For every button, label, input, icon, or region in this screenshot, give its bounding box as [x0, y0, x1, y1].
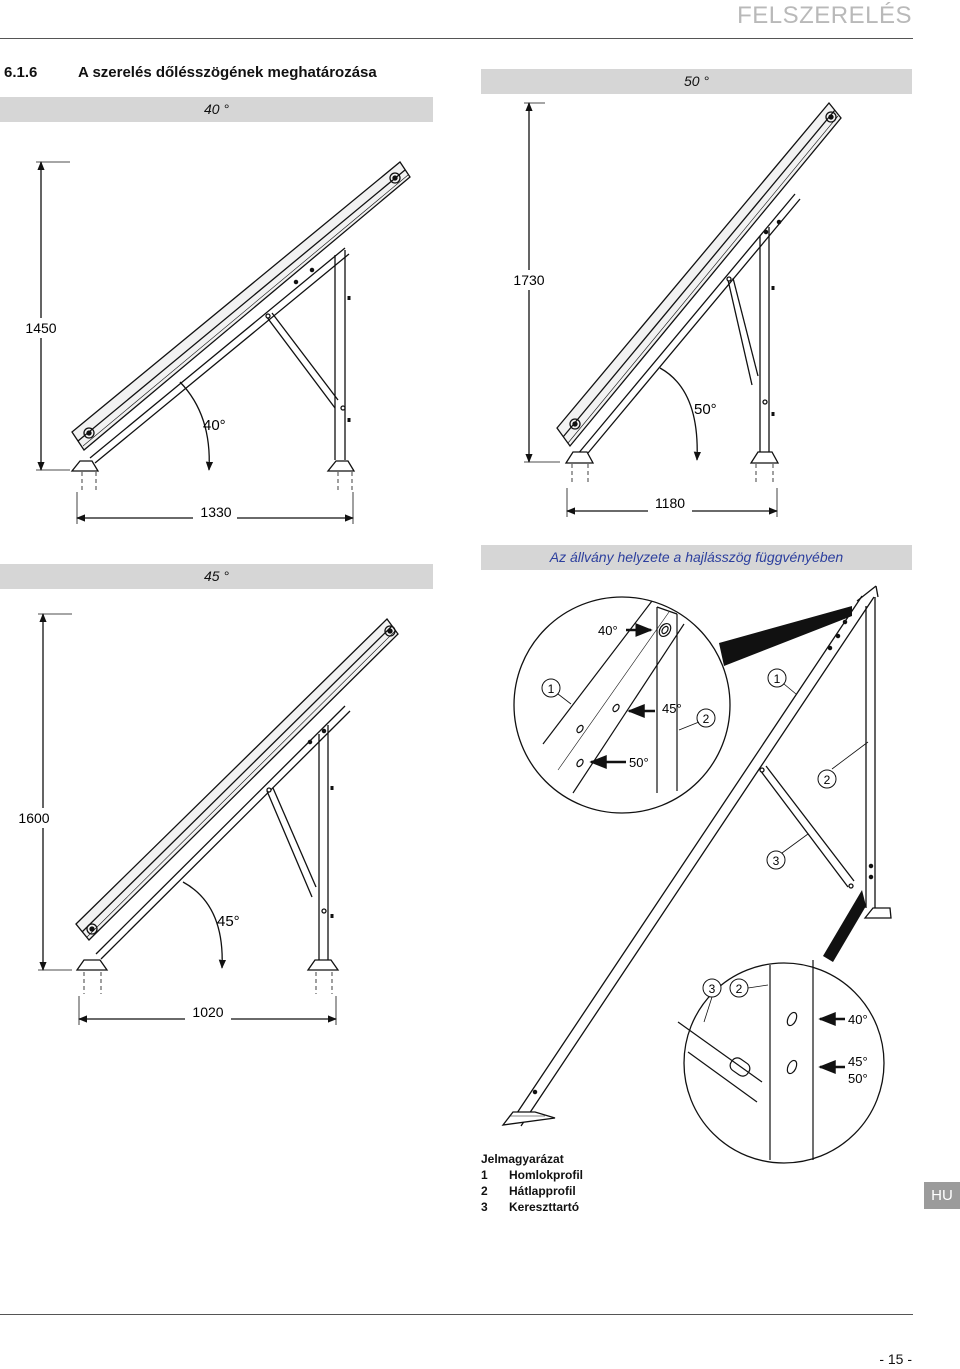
angle-label-40: 40°: [203, 417, 226, 434]
legend-item: [481, 1167, 583, 1183]
detail-circle-top: [514, 597, 730, 813]
frame-callout-3: 3: [772, 854, 780, 868]
detail-top-callout-2: 2: [702, 712, 710, 726]
section-header-word: FELSZERELÉS: [737, 2, 912, 29]
base-label-40: 1330: [200, 504, 232, 520]
section-title: A szerelés dőlésszögének meghatározása: [78, 64, 377, 81]
detail-top-angle-50: 50°: [629, 755, 649, 770]
legend-item-number: 2: [481, 1184, 488, 1198]
legend-item-number: 1: [481, 1168, 488, 1182]
legend: [481, 1152, 583, 1215]
detail-bottom-callout-3: 3: [708, 982, 716, 996]
frame-45-drawing: [38, 614, 398, 1025]
legend-title: Jelmagyarázat: [481, 1152, 564, 1166]
band-45-degrees: 45 °: [0, 564, 433, 589]
detail-bottom-angle-45: 45°: [848, 1054, 868, 1069]
page-number: - 15 -: [879, 1351, 912, 1367]
detail-leader-top: [719, 606, 852, 666]
angle-label-50: 50°: [694, 401, 717, 418]
legend-item: [481, 1183, 583, 1199]
frame-40-drawing: [36, 162, 410, 524]
legend-item-label: Kereszttartó: [509, 1200, 580, 1214]
detail-bottom-callout-2: 2: [735, 982, 743, 996]
footer-divider: [0, 1314, 913, 1315]
detail-bottom-angle-50: 50°: [848, 1071, 868, 1086]
frame-callout-2: 2: [823, 773, 831, 787]
detail-circle-bottom: [678, 960, 884, 1163]
angle-label-45: 45°: [217, 913, 240, 930]
detail-bottom-angle-40: 40°: [848, 1012, 868, 1027]
detail-leader-bottom: [823, 890, 866, 962]
detail-top-angle-45: 45°: [662, 701, 682, 716]
legend-item-label: Hátlapprofil: [509, 1184, 576, 1198]
detail-top-callout-1: 1: [547, 682, 555, 696]
frame-50-drawing: [524, 103, 841, 517]
frame-callout-1: 1: [773, 672, 781, 686]
legend-item-number: 3: [481, 1200, 488, 1214]
legend-item-label: Homlokprofil: [509, 1168, 583, 1182]
height-label-45: 1600: [18, 810, 50, 826]
base-label-50: 1180: [654, 495, 686, 511]
legend-item: [481, 1199, 583, 1215]
band-40-degrees: 40 °: [0, 97, 433, 122]
language-tab: HU: [924, 1182, 960, 1209]
section-number: 6.1.6: [4, 64, 38, 81]
base-label-45: 1020: [192, 1004, 224, 1020]
band-50-degrees: 50 °: [481, 69, 912, 94]
height-label-40: 1450: [25, 320, 57, 336]
band-stand-position-caption: Az állvány helyzete a hajlásszög függvényében: [481, 545, 912, 570]
height-label-50: 1730: [513, 272, 545, 288]
detail-top-angle-40: 40°: [598, 623, 618, 638]
